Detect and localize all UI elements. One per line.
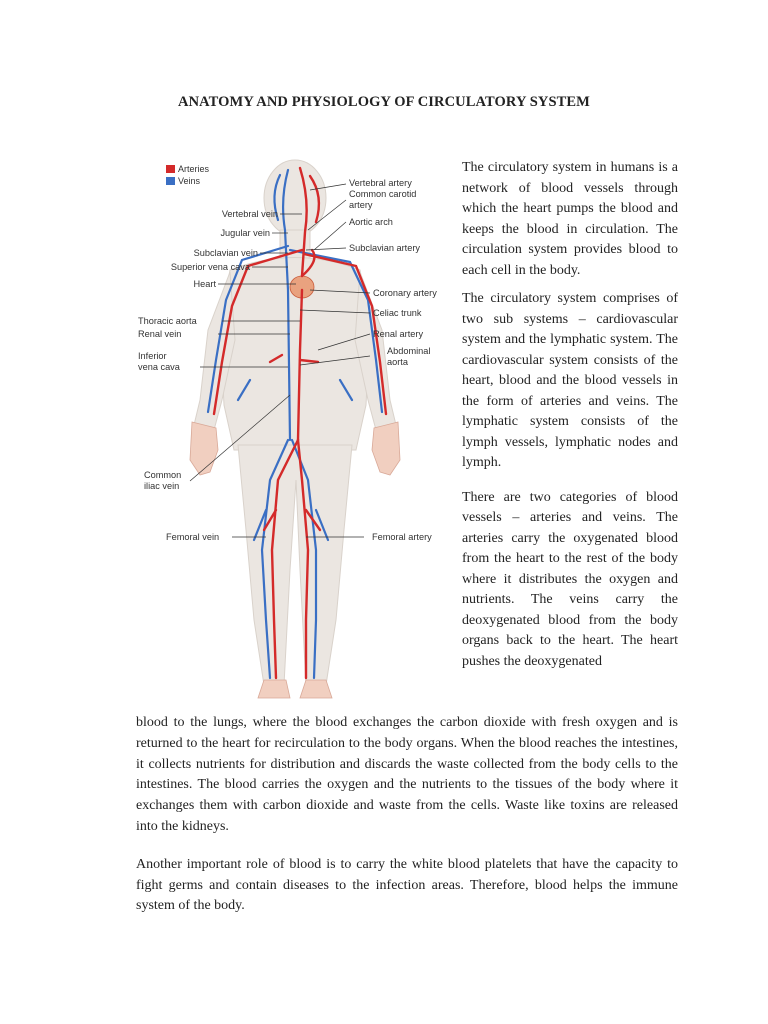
veins-swatch — [166, 177, 175, 185]
human-body-illustration — [130, 150, 450, 710]
paragraph: The circulatory system comprises of two sub systems – cardiovascular system and the lymphatic system. The cardiovascular system consists of the heart, blood and the blood vessels in the form of arteries and veins. The lymphatic system consists of the lymph vessels, lymphatic nodes and lymph. — [462, 291, 678, 470]
figure-legend — [166, 163, 209, 187]
label-renal-vein: Renal vein — [138, 329, 182, 339]
label-abdominal-aorta: Abdominal — [387, 346, 431, 356]
label-abdominal-aorta-line2: aorta — [387, 357, 408, 367]
label-common-iliac-vein: Common — [144, 470, 182, 480]
label-vertebral-artery: Vertebral artery — [349, 178, 412, 188]
label-subclavian-vein: Subclavian vein — [193, 248, 258, 258]
label-inferior-vena-cava: Inferior — [138, 351, 167, 361]
legend-label: Veins — [178, 176, 201, 186]
label-celiac-trunk: Celiac trunk — [373, 308, 422, 318]
legend-item-veins — [166, 175, 209, 187]
label-thoracic-aorta: Thoracic aorta — [138, 316, 197, 326]
label-common-carotid-artery-line2: artery — [349, 200, 373, 210]
circulatory-figure — [130, 150, 450, 710]
paragraph: blood to the lungs, where the blood exchanges the carbon dioxide with fresh oxygen and is returned to the heart for recirculation to the body organs. When the blood reaches the intestines, it collects nutrients for distribution and discards the waste collected from the body cells to the intestines. The blood carries the oxygen and the nutrients to the tissues of the body where it exchanges them with carbon dioxide and waste from the cells. Waste like toxins are released into the kidneys. — [136, 715, 678, 834]
label-superior-vena-cava: Superior vena cava — [170, 262, 250, 272]
label-inferior-vena-cava-line2: vena cava — [138, 362, 180, 372]
label-femoral-artery: Femoral artery — [372, 532, 432, 542]
label-common-iliac-vein-line2: iliac vein — [144, 481, 180, 491]
label-vertebral-vein: Vertebral vein — [221, 209, 278, 219]
paragraph: The circulatory system in humans is a network of blood vessels through which the heart pumps the blood and keeps the blood in circulation. The circulation system provides blood to each cell in the body. — [462, 160, 678, 278]
label-coronary-artery: Coronary artery — [373, 288, 437, 298]
paragraph: Another important role of blood is to carry the white blood platelets that have the capacity to fight germs and contain diseases to the infection areas. Therefore, blood helps the immune system of the body. — [136, 856, 678, 914]
document-title: ANATOMY AND PHYSIOLOGY OF CIRCULATORY SYSTEM — [178, 94, 590, 110]
label-jugular-vein: Jugular vein — [220, 228, 270, 238]
label-femoral-vein: Femoral vein — [166, 532, 220, 542]
label-subclavian-artery: Subclavian artery — [349, 243, 420, 253]
label-renal-artery: Renal artery — [373, 329, 424, 339]
text-column — [462, 158, 678, 680]
label-common-carotid-artery: Common carotid — [349, 189, 417, 199]
label-heart: Heart — [193, 279, 216, 289]
legend-item-arteries — [166, 163, 209, 175]
label-aortic-arch: Aortic arch — [349, 217, 393, 227]
arteries-swatch — [166, 165, 175, 173]
legend-label: Arteries — [178, 164, 210, 174]
full-width-text — [136, 713, 678, 917]
paragraph: There are two categories of blood vessels – arteries and veins. The arteries carry the oxygenated blood from the heart to the rest of the body where it distributes the oxygen and nutrients. The veins carry the deoxygenated blood from the body organs back to the heart. The heart pushes the deoxygenated — [462, 489, 678, 669]
